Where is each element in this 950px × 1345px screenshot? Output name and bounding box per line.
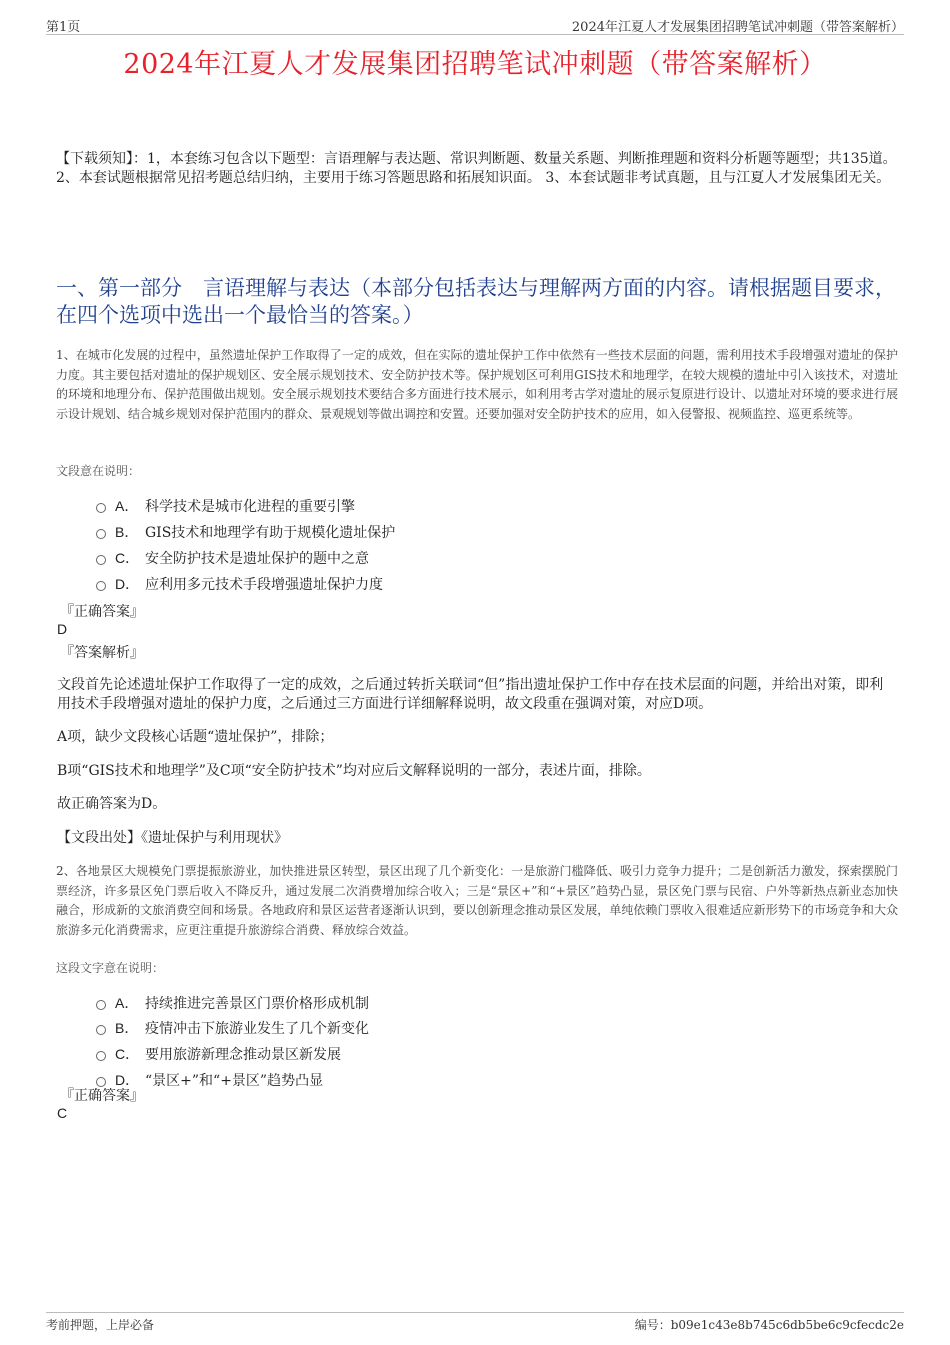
radio-icon[interactable] xyxy=(96,503,106,513)
question-1-prompt: 文段意在说明： xyxy=(56,464,141,478)
question-1-analysis-1: 文段首先论述遗址保护工作取得了一定的成效，之后通过转折关联词“但”指出遗址保护工作中存在技术层面的问题，并给出对策，即利用技术手段增强对遗址的保护力度，之后通过三方面进行详细解释说明，故文段重在强调对策，对应D项。 xyxy=(57,677,884,712)
question-2-option-b[interactable]: B． 疫情冲击下旅游业发生了几个新变化 xyxy=(96,1018,369,1038)
question-2-option-a[interactable]: A． 持续推进完善景区门票价格形成机制 xyxy=(96,993,369,1013)
footer-slogan: 考前押题，上岸必备 xyxy=(46,1318,155,1332)
question-1-analysis-2: A项，缺少文段核心话题“遗址保护”，排除； xyxy=(57,729,334,745)
question-2-option-c[interactable]: C． 要用旅游新理念推动景区新发展 xyxy=(96,1044,341,1064)
question-2-answer: C xyxy=(57,1105,68,1121)
radio-icon[interactable] xyxy=(96,581,106,591)
radio-icon[interactable] xyxy=(96,555,106,565)
section-title: 一、第一部分 言语理解与表达（本部分包括表达与理解两方面的内容。请根据题目要求，在四个选项中选出一个最恰当的答案。） xyxy=(56,276,896,327)
question-1-answer: D xyxy=(57,621,68,637)
question-1-analysis-3: B项“GIS技术和地理学”及C项“安全防护技术”均对应后文解释说明的一部分，表述片面，排除。 xyxy=(57,763,651,779)
page-footer xyxy=(46,1312,904,1333)
question-2-text: 2、各地景区大规模免门票提振旅游业，加快推进景区转型，景区出现了几个新变化：一是旅游门槛降低、吸引力竞争力提升；二是创新活力激发，探索摆脱门票经济，许多景区免门票后收入不降反升，通过发展二次消费增加综合收入；三是“景区+”和“+景区”趋势凸显，景区免门票与民宿、户外等新热点新业态加快融合，形成新的文旅消费空间和场景。各地政府和景区运营者逐渐认识到，要以创新理念推动景区发展，单纯依赖门票收入很难适应新形势下的市场竞争和大众旅游多元化消费需求，应更注重提升旅游综合消费、释放综合效益。 xyxy=(56,864,898,937)
question-1-option-d[interactable]: D． 应利用多元技术手段增强遗址保护力度 xyxy=(96,574,383,594)
question-2-answer-label: 『正确答案』 xyxy=(60,1088,144,1104)
question-1-option-a[interactable]: A． 科学技术是城市化进程的重要引擎 xyxy=(96,496,355,516)
header-doc-title: 2024年江夏人才发展集团招聘笔试冲刺题（带答案解析） xyxy=(571,20,904,35)
radio-icon[interactable] xyxy=(96,1025,106,1035)
question-2-prompt: 这段文字意在说明： xyxy=(56,961,165,975)
footer-doc-id: 编号：b09e1c43e8b745c6db5be6c9cfecdc2e xyxy=(634,1318,904,1332)
question-1-text: 1、在城市化发展的过程中，虽然遗址保护工作取得了一定的成效，但在实际的遗址保护工作中依然有一些技术层面的问题，需利用技术手段增强对遗址的保护力度。其主要包括对遗址的保护规划区、安全展示规划技术、安全防护技术等。保护规划区可利用GIS技术和地理学，在较大规模的遗址中引入该技术，对遗址的环境和地理分布、保护范围做出规划。安全展示规划技术要结合多方面进行技术展示，如利用考古学对遗址的展示复原进行设计、以遗址对环境的要求进行展示设计规划、结合城乡规划对保护范围内的群众、景观规划等做出调控和安置。还要加强对安全防护技术的应用，如入侵警报、视频监控、巡更系统等。 xyxy=(56,348,898,421)
question-1-source: 【文段出处】《遗址保护与利用现状》 xyxy=(57,830,288,846)
page-number: 第1页 xyxy=(46,20,81,35)
radio-icon[interactable] xyxy=(96,1000,106,1010)
radio-icon[interactable] xyxy=(96,1051,106,1061)
question-2-option-d[interactable]: D． “景区+”和“+景区”趋势凸显 xyxy=(96,1070,323,1090)
question-1-analysis-4: 故正确答案为D。 xyxy=(57,796,167,812)
page-header xyxy=(46,16,904,35)
question-1-option-c[interactable]: C． 安全防护技术是遗址保护的题中之意 xyxy=(96,548,369,568)
question-1-option-b[interactable]: B． GIS技术和地理学有助于规模化遗址保护 xyxy=(96,522,395,542)
document-title: 2024年江夏人才发展集团招聘笔试冲刺题（带答案解析） xyxy=(123,49,827,80)
radio-icon[interactable] xyxy=(96,529,106,539)
question-1-analysis-label: 『答案解析』 xyxy=(60,645,144,661)
question-1-answer-label: 『正确答案』 xyxy=(60,604,144,620)
download-notice: 【下载须知】：1，本套练习包含以下题型：言语理解与表达题、常识判断题、数量关系题、判断推理题和资料分析题等题型；共135道。 2、本套试题根据常见招考题总结归纳，主要用于练习答题思路和拓展知识面。 3、本套试题非考试真题，且与江夏人才发展集团无关。 xyxy=(56,151,897,186)
